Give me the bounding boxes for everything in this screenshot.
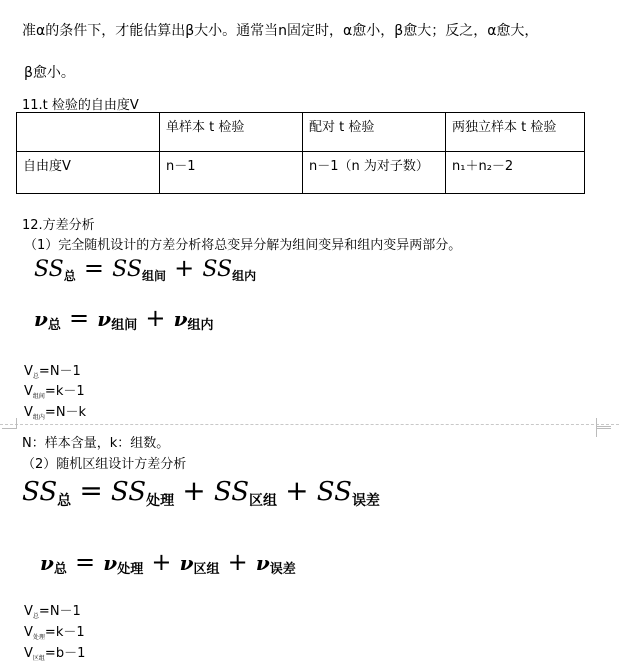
formula-ss-completely-random: SS总 = SS组间 + SS组内 <box>34 254 257 283</box>
dof1-item: $V_总=N-1$ <box>24 364 81 380</box>
table-cell: n₁＋n₂－2 <box>446 152 585 194</box>
section-12-heading: 12.方差分析 <box>22 218 95 233</box>
dof1-item: $V_{组内}=N-k$ <box>24 405 87 421</box>
page-corner-mark <box>2 418 17 429</box>
page-break <box>0 424 619 425</box>
formula-sub: 组内 <box>232 269 257 283</box>
section-12-sub2: （2）随机区组设计方差分析 <box>22 457 187 472</box>
formula-ss-randomized-block: SS总 = SS处理 + SS区组 + SS误差 <box>22 474 380 509</box>
table-header-row <box>17 113 585 152</box>
section-12-sub1: （1）完全随机设计的方差分析将总变异分解为组间变异和组内变异两部分。 <box>24 238 462 253</box>
section-11-heading: 11.t 检验的自由度V <box>22 98 139 113</box>
formula-ss: SS <box>213 477 250 507</box>
formula-sub: 总 <box>57 493 72 509</box>
formula-sub: 误差 <box>269 562 296 577</box>
table-cell: n－1（n 为对子数） <box>303 152 446 194</box>
formula-ss: SS <box>34 257 64 282</box>
intro-line-2: β愈小。 <box>24 65 75 81</box>
formula-sub: 区组 <box>249 493 278 509</box>
formula-ss: SS <box>202 257 233 282</box>
dof1-item: $V_{组间}=k-1$ <box>24 384 85 400</box>
table-row <box>17 152 585 194</box>
table-cell: n－1 <box>160 152 303 194</box>
formula-ss: SS <box>22 477 58 507</box>
formula-sub: 组内 <box>187 318 214 333</box>
formula-ss: SS <box>112 257 142 282</box>
formula-ss: SS <box>110 477 147 507</box>
formula-sub: 处理 <box>117 562 144 577</box>
formula-sub: 总 <box>53 562 67 577</box>
page-corner-mark <box>596 426 611 437</box>
note: N：样本含量，k：组数。 <box>22 436 170 451</box>
dof2-item: $V_总=N-1$ <box>24 604 81 620</box>
table-header-cell: 单样本 t 检验 <box>160 113 303 152</box>
table-row-label: 自由度V <box>17 152 160 194</box>
formula-nu-completely-random: ν总 = ν组间 + ν组内 <box>34 304 214 333</box>
formula-sub: 总 <box>63 269 76 283</box>
formula-sub: 区组 <box>193 562 220 577</box>
table-header-cell: 配对 t 检验 <box>303 113 446 152</box>
formula-nu-randomized-block: ν总 = ν处理 + ν区组 + ν误差 <box>40 548 296 577</box>
formula-sub: 组间 <box>141 269 166 283</box>
formula-sub: 误差 <box>351 493 380 509</box>
formula-sub: 总 <box>47 318 61 333</box>
table-header-cell: 两独立样本 t 检验 <box>446 113 585 152</box>
dof2-item: $V_{区组}=b-1$ <box>24 646 86 662</box>
formula-ss: SS <box>316 477 352 507</box>
formula-sub: 组间 <box>111 318 138 333</box>
dof2-item: $V_{处理}=k-1$ <box>24 625 85 641</box>
table-header-cell <box>17 113 160 152</box>
dof-table <box>16 112 585 194</box>
formula-sub: 处理 <box>146 493 175 509</box>
intro-line-1: 准α的条件下，才能估算出β大小。通常当n固定时，α愈小，β愈大；反之，α愈大， <box>22 23 539 39</box>
